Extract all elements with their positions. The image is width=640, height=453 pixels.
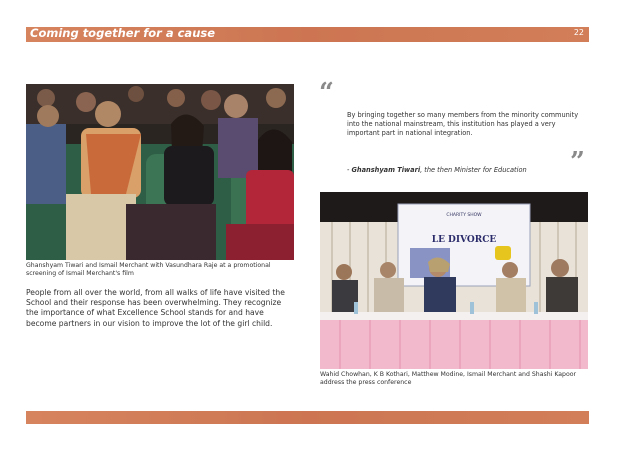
banner-title: LE DIVORCE — [431, 235, 497, 245]
section-title: Coming together for a cause — [30, 26, 216, 40]
attribution-role: , the then Minister for Education — [420, 166, 527, 174]
quote-attribution — [347, 166, 587, 175]
screening-audience-photo — [26, 84, 294, 260]
banner-line1: CHARITY SHOW — [446, 213, 482, 218]
body-paragraph: People from all over the world, from all walks of life have visited the School and their response has been overwhelming. They recognize the importance of what Excellence School stands for and have become partners in our vision to improve the lot of the girl child. — [26, 288, 285, 328]
open-quote-mark: “ — [319, 78, 334, 108]
close-quote-mark: ” — [570, 147, 585, 177]
page-number: 22 — [573, 28, 584, 37]
photo-caption-press-conference: Wahid Chowhan, K B Kothari, Matthew Modine, Ismail Merchant and Shashi Kapoor address the press conference — [320, 371, 577, 386]
attribution-dash: - — [347, 166, 352, 174]
attribution-name: Ghanshyam Tiwari — [351, 166, 421, 174]
screening-photo-illustration — [26, 84, 294, 260]
press-conference-illustration — [320, 192, 588, 369]
photo-caption-screening: Ghanshyam Tiwari and Ismail Merchant with Vasundhara Raje at a promotional screening of Ismail Merchant's film — [26, 262, 271, 277]
pull-quote-text: By bringing together so many members from the minority community into the national mainstream, this institution has played a very important part in national integration. — [347, 111, 579, 138]
footer-band — [26, 411, 589, 424]
press-conference-photo — [320, 192, 588, 369]
header-band — [26, 27, 589, 42]
